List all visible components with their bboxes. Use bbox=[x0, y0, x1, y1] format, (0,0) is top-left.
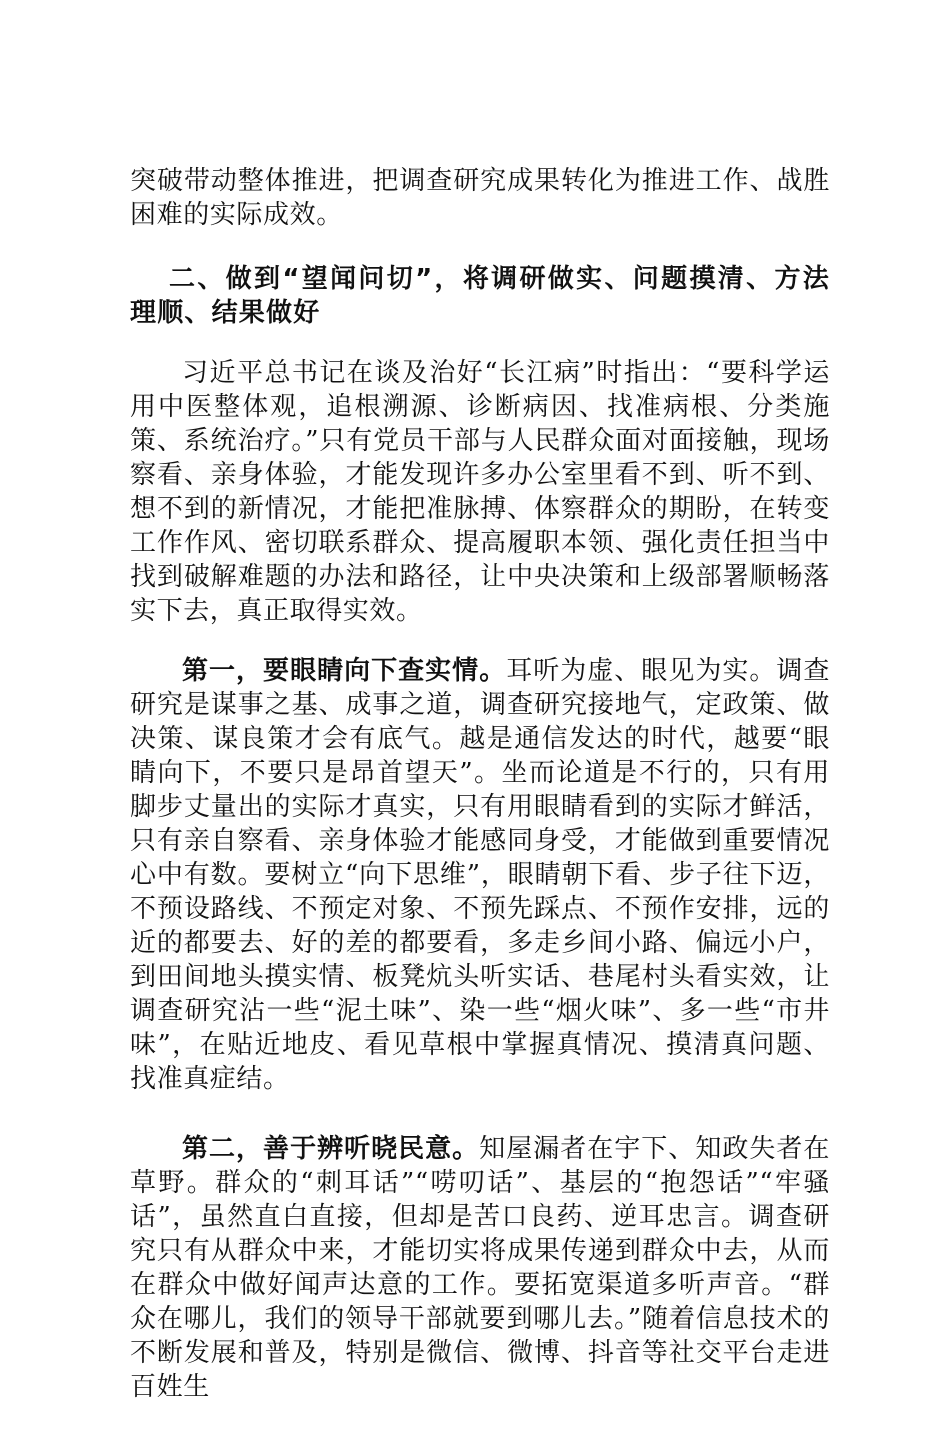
point-one-paragraph bbox=[130, 654, 830, 1096]
point-one-body: 耳听为虚、眼见为实。调查研究是谋事之基、成事之道，调查研究接地气，定政策、做决策、谋良策才会有底气。越是通信发达的时代，越要“眼睛向下，不要只是昂首望天”。坐而论道是不行的，只有用脚步丈量出的实际才真实，只有用眼睛看到的实际才鲜活，只有亲自察看、亲身体验才能感同身受，才能做到重要情况心中有数。要树立“向下思维”，眼睛朝下看、步子往下迈，不预设路线、不预定对象、不预先踩点、不预作安排，远的近的都要去、好的差的都要看，多走乡间小路、偏远小户，到田间地头摸实情、板凳炕头听实话、巷尾村头看实效，让调查研究沾一些“泥土味”、染一些“烟火味”、多一些“市井味”，在贴近地皮、看见草根中掌握真情况、摸清真问题、找准真症结。 bbox=[130, 656, 831, 1094]
continuation-paragraph: 突破带动整体推进，把调查研究成果转化为推进工作、战胜困难的实际成效。 bbox=[130, 166, 830, 230]
point-one-lead: 第一，要眼睛向下查实情。 bbox=[182, 656, 507, 686]
section-heading: 二、做到“望闻问切”，将调研做实、问题摸清、方法理顺、结果做好 bbox=[130, 264, 830, 328]
point-two-lead: 第二，善于辨听晓民意。 bbox=[182, 1134, 480, 1164]
document-page bbox=[130, 164, 830, 1444]
point-two-paragraph bbox=[130, 1132, 830, 1404]
point-two-body: 知屋漏者在宇下、知政失者在草野。群众的“刺耳话”“唠叨话”、基层的“抱怨话”“牢骚话”，虽然直白直接，但却是苦口良药、逆耳忠言。调查研究只有从群众中来，才能切实将成果传递到群众中去，从而在群众中做好闻声达意的工作。要拓宽渠道多听声音。“群众在哪儿，我们的领导干部就要到哪儿去。”随着信息技术的不断发展和普及，特别是微信、微博、抖音等社交平台走进百姓生 bbox=[130, 1134, 830, 1402]
intro-paragraph: 习近平总书记在谈及治好“长江病”时指出：“要科学运用中医整体观，追根溯源、诊断病因、找准病根、分类施策、系统治疗。”只有党员干部与人民群众面对面接触，现场察看、亲身体验，才能发现许多办公室里看不到、听不到、想不到的新情况，才能把准脉搏、体察群众的期盼，在转变工作作风、密切联系群众、提高履职本领、强化责任担当中找到破解难题的办法和路径，让中央决策和上级部署顺畅落实下去，真正取得实效。 bbox=[130, 358, 830, 626]
